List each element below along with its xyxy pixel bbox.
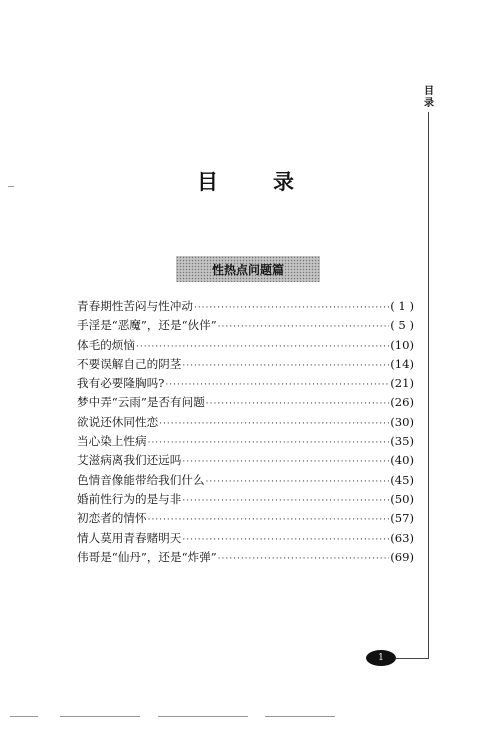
toc-entry[interactable] [77, 375, 414, 394]
toc-entry-page: (50) [390, 491, 414, 506]
toc-entry-page: (30) [390, 414, 414, 429]
toc-entry[interactable] [77, 549, 414, 568]
scan-bottom-rule [158, 716, 248, 717]
page-number-rule [396, 658, 429, 659]
toc-entry[interactable] [77, 356, 414, 375]
toc-leader [148, 515, 390, 525]
toc-entry[interactable] [77, 337, 414, 356]
toc-entry-page: (40) [390, 453, 414, 468]
toc-leader [182, 457, 389, 467]
page-title [0, 166, 504, 194]
scan-bottom-rule [265, 716, 335, 717]
toc-entry-title: 色情音像能带给我们什么 [77, 472, 205, 487]
side-tab-label: 目录 [424, 86, 434, 109]
toc-entry[interactable] [77, 394, 414, 413]
section-heading [176, 256, 320, 282]
page-number-badge [366, 650, 396, 666]
toc-leader [218, 554, 390, 564]
toc-entry-title: 当心染上性病 [77, 434, 147, 449]
toc-entry-title: 艾滋病离我们还远吗 [77, 453, 182, 468]
toc-entry-page: (26) [390, 395, 414, 410]
page-title-char-2: 录 [273, 170, 295, 194]
toc-entry-title: 初恋者的情怀 [77, 511, 147, 526]
toc-entry-page: (10) [390, 337, 414, 352]
toc-entry[interactable] [77, 414, 414, 433]
toc-entry-page: (21) [390, 376, 414, 391]
toc-entry[interactable] [77, 491, 414, 510]
toc-leader [206, 477, 390, 487]
toc-entry-title: 婚前性行为的是与非 [77, 491, 182, 506]
toc-leader [148, 438, 390, 448]
toc-entry[interactable] [77, 298, 414, 317]
toc-entry[interactable] [77, 433, 414, 452]
toc-entry[interactable] [77, 510, 414, 529]
scan-bottom-rule [60, 716, 140, 717]
scan-speck [8, 186, 14, 187]
toc-entry[interactable] [77, 452, 414, 471]
scan-bottom-rule [10, 716, 38, 717]
toc-entry-title: 手淫是“恶魔”，还是“伙伴” [77, 318, 217, 333]
toc-list [77, 298, 414, 568]
toc-leader [165, 380, 389, 390]
toc-entry[interactable] [77, 317, 414, 336]
section-heading-label: 性热点问题篇 [211, 262, 284, 277]
toc-leader [182, 496, 389, 506]
toc-entry[interactable] [77, 530, 414, 549]
toc-entry-title: 欲说还休同性恋 [77, 414, 159, 429]
toc-entry-title: 体毛的烦恼 [77, 337, 135, 352]
toc-entry-title: 伟哥是“仙丹”，还是“炸弹” [77, 549, 217, 564]
toc-leader [206, 399, 389, 409]
toc-entry-title: 青春期性苦闷与性冲动 [77, 299, 193, 313]
toc-leader [159, 419, 389, 429]
toc-leader [194, 303, 389, 313]
toc-entry-page: (57) [390, 511, 414, 526]
toc-entry-page: (63) [390, 530, 414, 545]
toc-leader [136, 342, 389, 352]
toc-entry-page: ( 1 ) [390, 299, 414, 313]
toc-leader [182, 535, 389, 545]
toc-entry[interactable] [77, 472, 414, 491]
page-number: 1 [378, 653, 384, 663]
toc-entry-page: (35) [390, 434, 414, 449]
toc-entry-title: 我有必要隆胸吗? [77, 376, 165, 391]
toc-entry-title: 梦中弄“云雨”是否有问题 [77, 395, 205, 410]
toc-entry-page: (69) [390, 549, 414, 564]
toc-entry-page: (14) [390, 356, 414, 371]
toc-entry-page: ( 5 ) [390, 318, 414, 333]
page-title-char-1: 目 [197, 170, 219, 194]
toc-leader [218, 322, 390, 332]
toc-entry-title: 不要误解自己的阴茎 [77, 356, 182, 371]
toc-entry-page: (45) [390, 472, 414, 487]
toc-entry-title: 情人莫用青春赌明天 [77, 530, 182, 545]
toc-leader [182, 361, 389, 371]
